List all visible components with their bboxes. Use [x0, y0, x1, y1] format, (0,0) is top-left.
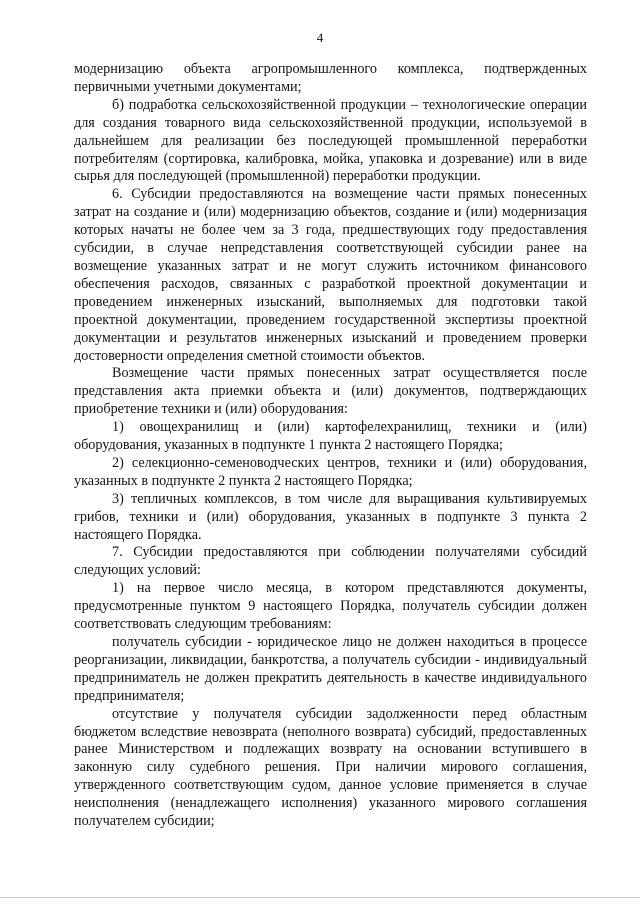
- list-item-1: 1) овощехранилищ и (или) картофелехранилищ, техники и (или) оборудования, указанных в подпункте 1 пункта 2 настоящего Порядка;: [74, 419, 587, 454]
- document-body: [74, 61, 587, 831]
- condition-1: 1) на первое число месяца, в котором представляются документы, предусмотренные пунктом 9 настоящего Порядка, получатель субсидии должен соответствовать следующим требованиям:: [74, 580, 587, 633]
- list-item-2: 2) селекционно-семеноводческих центров, техники и (или) оборудования, указанных в подпункте 2 пункта 2 настоящего Порядка;: [74, 454, 587, 489]
- paragraph-definition-b: б) подработка сельскохозяйственной продукции – технологические операции для создания товарного вида сельскохозяйственной продукции, используемой в дальнейшем для реализации без последующей промышленной переработки потребителям (сортировка, калибровка, мойка, упаковка и дозревание) или в виде сырья для последующей (промышленной) переработки продукции.: [74, 96, 587, 185]
- requirement-reorganization: получатель субсидии - юридическое лицо не должен находиться в процессе реорганизации, ликвидации, банкротства, а получатель субсидии - индивидуальный предприниматель не должен прекратить деятельность в качестве индивидуального предпринимателя;: [74, 634, 587, 704]
- requirement-no-debt: отсутствие у получателя субсидии задолженности перед областным бюджетом вследствие невозврата (неполного возврата) субсидий, предоставленных ранее Министерством и подлежащих возврату на основании вступившего в законную силу судебного решения. При наличии мирового соглашения, утвержденного соответствующим судом, данное условие применяется в случае неисполнения (ненадлежащего исполнения) указанного мирового соглашения получателем субсидии;: [74, 705, 587, 830]
- paragraph-continuation: модернизацию объекта агропромышленного комплекса, подтвержденных первичными учетными документами;: [74, 61, 587, 95]
- paragraph-clause-7: 7. Субсидии предоставляются при соблюдении получателями субсидий следующих условий:: [74, 544, 587, 579]
- paragraph-reimbursement: Возмещение части прямых понесенных затрат осуществляется после представления акта приемки объекта и (или) документов, подтверждающих приобретение техники и (или) оборудования:: [74, 365, 587, 418]
- list-item-3: 3) тепличных комплексов, в том числе для выращивания культивируемых грибов, техники и (или) оборудования, указанных в подпункте 3 пункта 2 настоящего Порядка.: [74, 490, 587, 543]
- paragraph-clause-6: 6. Субсидии предоставляются на возмещение части прямых понесенных затрат на создание и (или) модернизацию объектов, создание и (или) модернизация которых начаты не более чем за 3 года, предшествующих году предоставления субсидии, в случае непредставления соответствующей субсидии ранее на возмещение указанных затрат и не могут служить источником финансового обеспечения расходов, связанных с разработкой проектной документации и проведением инженерных изысканий, выполняемых для подготовки такой проектной документации, проведением государственной экспертизы проектной документации и результатов инженерных изысканий и проведением проверки достоверности определения сметной стоимости объектов.: [74, 186, 587, 364]
- scan-edge-line: [0, 897, 640, 898]
- page-number: 4: [316, 30, 324, 45]
